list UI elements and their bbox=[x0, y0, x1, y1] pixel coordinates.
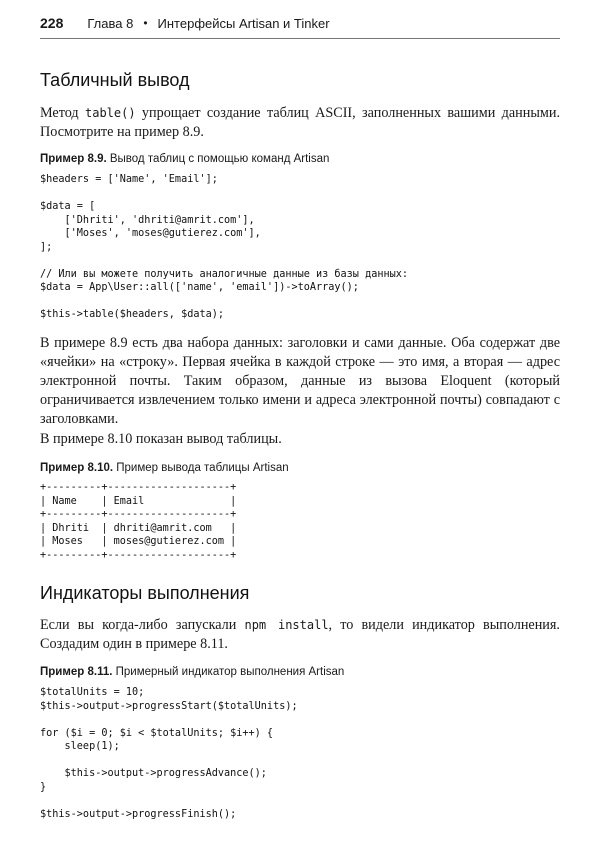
section-heading-tables: Табличный вывод bbox=[40, 70, 190, 90]
example-8-10-lead: В примере 8.10 показан вывод таблицы. bbox=[40, 431, 282, 447]
section-heading-progress: Индикаторы выполнения bbox=[40, 583, 250, 603]
header-rule bbox=[40, 38, 560, 39]
table-method-code: table() bbox=[85, 106, 136, 120]
example-8-10-title: Пример вывода таблицы Artisan bbox=[113, 462, 289, 474]
example-8-9-number: Пример 8.9. bbox=[40, 153, 107, 165]
progress-intro-paragraph bbox=[40, 616, 560, 654]
chapter-label: Глава 8 bbox=[87, 15, 134, 31]
progress-intro-text-end: , то видели индикатор выполнения. Создадим один в примере 8.11. bbox=[40, 617, 560, 652]
running-header bbox=[40, 12, 560, 34]
tables-intro-text-start: Метод bbox=[40, 105, 85, 121]
example-8-10-number: Пример 8.10. bbox=[40, 462, 114, 474]
example-8-9-code: $headers = ['Name', 'Email']; $data = [ ['Dhriti', 'dhriti@amrit.com'], ['Moses', 'moses@gutierez.com'], ]; // Или вы можете получить аналогичные данные из базы данных: $data = App\User::all(['name', 'email'])->toArray(); $this->table($headers, $data); bbox=[40, 174, 409, 320]
npm-install-code: npm install bbox=[244, 618, 329, 632]
progress-intro-text-start: Если вы когда-либо запускали bbox=[40, 617, 245, 633]
page-number: 228 bbox=[40, 15, 64, 31]
example-8-10-caption bbox=[40, 462, 560, 474]
tables-intro-text-end: упрощает создание таблиц ASCII, заполненных вашими данными. Посмотрите на пример 8.9. bbox=[40, 105, 560, 140]
example-8-9-title: Вывод таблиц с помощью команд Artisan bbox=[106, 153, 330, 165]
example-8-11-number: Пример 8.11. bbox=[40, 666, 113, 678]
example-8-11-title: Примерный индикатор выполнения Artisan bbox=[112, 666, 345, 678]
example-8-10-output-table: +---------+--------------------+ | Name | Email | +---------+--------------------+ | Dhriti | dhriti@amrit.com | | Moses | moses@gutierez.com | +---------+--------------------+ bbox=[40, 482, 237, 561]
header-separator: • bbox=[143, 16, 148, 30]
chapter-title: Интерфейсы Artisan и Tinker bbox=[157, 15, 330, 31]
tables-explanation-paragraph: В примере 8.9 есть два набора данных: заголовки и сами данные. Оба содержат две «ячейки» на «строку». Первая ячейка в каждой строке — это имя, а вторая — адрес электронной почты. Таким образом, данные из вызова Eloquent (который ограничивается извлечением только имени и адреса электронной почты) совпадают с заголовками. bbox=[40, 335, 560, 427]
example-8-9-caption bbox=[40, 153, 560, 165]
example-8-11-caption bbox=[40, 666, 560, 678]
tables-intro-paragraph bbox=[40, 104, 560, 142]
example-8-11-code: $totalUnits = 10; $this->output->progressStart($totalUnits); for ($i = 0; $i < $totalUnits; $i++) { sleep(1); $this->output->progressAdvance(); } $this->output->progressFinish(); bbox=[40, 687, 298, 820]
